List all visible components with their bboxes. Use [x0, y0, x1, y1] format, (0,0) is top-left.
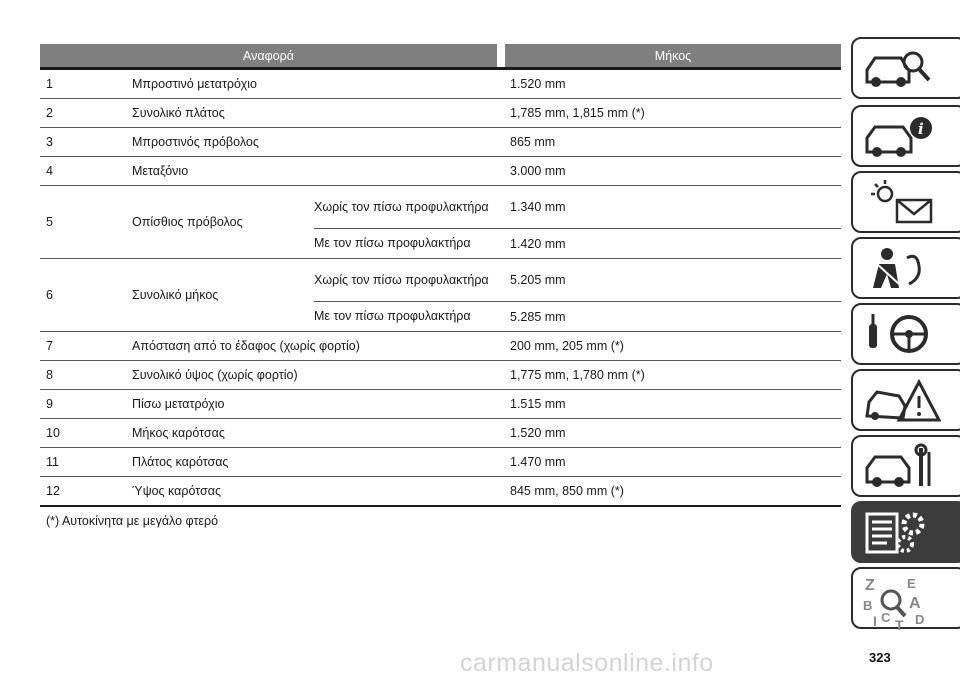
- row-label: Συνολικό πλάτος: [132, 106, 225, 120]
- row-number: 6: [46, 288, 53, 302]
- row-label: Οπίσθιος πρόβολος: [132, 215, 243, 229]
- row-value: 1,785 mm, 1,815 mm (*): [510, 106, 645, 120]
- tab-starting-driving[interactable]: [851, 303, 960, 365]
- row-label: Πλάτος καρότσας: [132, 455, 229, 469]
- sub-row-value: 5.205 mm: [510, 273, 566, 287]
- alphabet-index-search-icon: [861, 574, 941, 632]
- row-label: Μπροστινό μετατρόχιο: [132, 77, 257, 91]
- page-number: 323: [869, 650, 891, 665]
- svg-text:i: i: [918, 120, 924, 138]
- sub-row-condition: Με τον πίσω προφυλακτήρα: [314, 309, 471, 323]
- sub-row-value: 5.285 mm: [510, 309, 566, 324]
- svg-text:C: C: [881, 610, 891, 625]
- row-value: 1.515 mm: [510, 397, 566, 411]
- sub-row: [314, 229, 841, 258]
- row-value: 1.520 mm: [510, 77, 566, 91]
- row-label: Απόσταση από το έδαφος (χωρίς φορτίο): [132, 339, 360, 353]
- sub-row-condition: Χωρίς τον πίσω προφυλακτήρα: [314, 272, 489, 287]
- tab-warning-lights[interactable]: [851, 171, 960, 233]
- table-row: [40, 390, 841, 419]
- table-row-group: [40, 186, 841, 259]
- row-number: 3: [46, 135, 53, 149]
- svg-text:E: E: [907, 576, 916, 591]
- sub-rows: [314, 186, 841, 258]
- table-row: [40, 419, 841, 448]
- header-reference: Αναφορά: [40, 44, 497, 67]
- tab-technical-data[interactable]: [851, 501, 960, 563]
- row-label: Μεταξόνιο: [132, 164, 189, 178]
- row-value: 3.000 mm: [510, 164, 566, 178]
- car-crash-warning-icon: [861, 376, 941, 426]
- seatbelt-airbag-icon: [861, 244, 941, 294]
- car-search-icon: [861, 44, 941, 94]
- row-value: 200 mm, 205 mm (*): [510, 339, 624, 353]
- watermark: carmanualsonline.info: [460, 649, 714, 677]
- table-row: [40, 448, 841, 477]
- table-row-group: [40, 259, 841, 332]
- dimensions-table: [40, 44, 841, 507]
- row-value: 1.470 mm: [510, 455, 566, 469]
- row-number: 2: [46, 106, 53, 120]
- warning-light-message-icon: [861, 178, 941, 228]
- svg-text:B: B: [863, 598, 873, 613]
- table-row: [40, 70, 841, 99]
- row-number: 8: [46, 368, 53, 382]
- row-number: 5: [46, 215, 53, 229]
- table-row: [40, 128, 841, 157]
- row-number: 9: [46, 397, 53, 411]
- row-label: Μήκος καρότσας: [132, 426, 225, 440]
- row-label: Ύψος καρότσας: [132, 484, 221, 498]
- sub-row-condition: Χωρίς τον πίσω προφυλακτήρα: [314, 199, 489, 214]
- tab-emergency[interactable]: [851, 369, 960, 431]
- key-steering-wheel-icon: [861, 310, 941, 360]
- tab-maintenance[interactable]: [851, 435, 960, 497]
- row-number: 10: [46, 426, 60, 440]
- table-row: [40, 157, 841, 186]
- tab-index[interactable]: [851, 567, 960, 632]
- tab-safety[interactable]: [851, 237, 960, 299]
- row-number: 12: [46, 484, 60, 498]
- sub-row: [314, 302, 841, 331]
- row-number: 1: [46, 77, 53, 91]
- row-label: Συνολικό μήκος: [132, 288, 219, 302]
- row-label: Συνολικό ύψος (χωρίς φορτίο): [132, 368, 298, 382]
- car-tools-icon: [861, 442, 941, 492]
- row-value: 845 mm, 850 mm (*): [510, 484, 624, 498]
- header-length: Μήκος: [505, 44, 841, 67]
- table-header: [40, 44, 841, 67]
- row-number: 11: [46, 455, 59, 469]
- car-info-icon: [861, 112, 941, 162]
- row-value: 865 mm: [510, 135, 556, 149]
- table-row: [40, 332, 841, 361]
- sub-rows: [314, 259, 841, 331]
- table-row: [40, 361, 841, 390]
- table-row: [40, 477, 841, 507]
- sub-row: [314, 259, 841, 302]
- sub-row: [314, 186, 841, 229]
- row-value: 1.520 mm: [510, 426, 566, 440]
- row-label: Πίσω μετατρόχιο: [132, 397, 225, 411]
- footnote: (*) Αυτοκίνητα με μεγάλο φτερό: [46, 514, 219, 528]
- svg-text:I: I: [873, 613, 877, 629]
- sub-row-value: 1.340 mm: [510, 200, 566, 214]
- svg-text:A: A: [909, 595, 921, 612]
- row-label: Μπροστινός πρόβολος: [132, 135, 259, 149]
- row-number: 7: [46, 339, 53, 353]
- sub-row-condition: Με τον πίσω προφυλακτήρα: [314, 236, 471, 250]
- specs-gear-icon: [861, 508, 941, 558]
- row-number: 4: [46, 164, 53, 178]
- tab-car-search[interactable]: [851, 37, 960, 99]
- svg-text:D: D: [915, 612, 925, 627]
- svg-text:T: T: [895, 617, 904, 632]
- tab-car-info[interactable]: [851, 105, 960, 167]
- svg-text:Z: Z: [865, 577, 875, 594]
- table-row: [40, 99, 841, 128]
- row-value: 1,775 mm, 1,780 mm (*): [510, 368, 645, 382]
- sub-row-value: 1.420 mm: [510, 236, 566, 251]
